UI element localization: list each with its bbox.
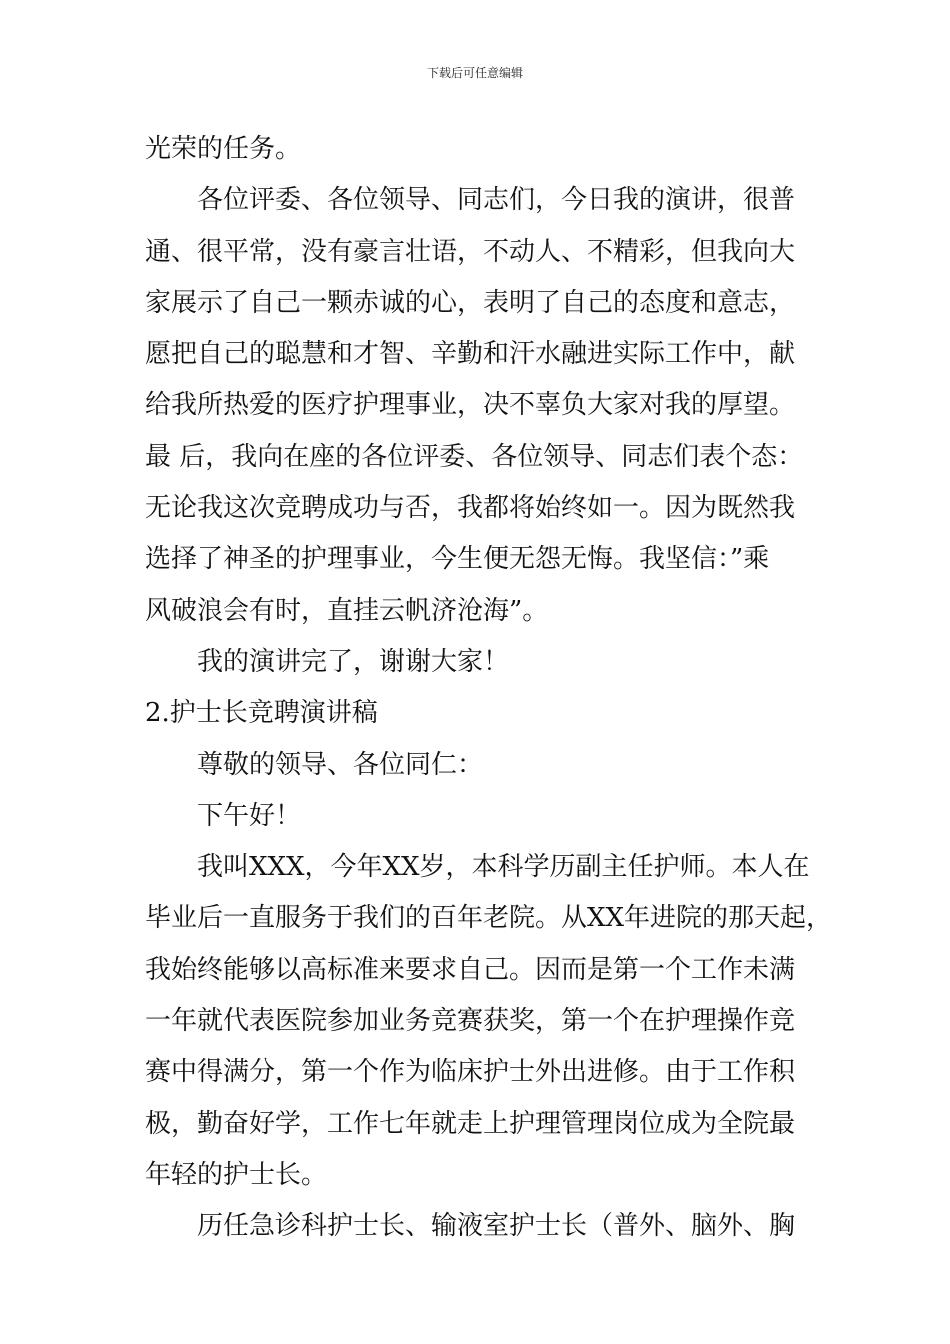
text-line: 给我所热爱的医疗护理事业，决不辜负大家对我的厚望。 [145, 390, 796, 421]
section-heading: 2.护士长竞聘演讲稿 [145, 698, 378, 729]
text-line: 毕业后一直服务于我们的百年老院。从XX年进院的那天起， [145, 903, 833, 934]
text-line: 各位评委、各位领导、同志们，今日我的演讲，很普 [197, 185, 796, 216]
text-line: 下午好！ [197, 800, 302, 831]
text-line: 极，勤奋好学，工作七年就走上护理管理岗位成为全院最 [145, 1108, 796, 1139]
text-line: 我始终能够以高标准来要求自己。因而是第一个工作未满 [145, 954, 796, 985]
text-line: 风破浪会有时，直挂云帆济沧海”。 [145, 595, 549, 626]
text-line: 无论我这次竞聘成功与否，我都将始终如一。因为既然我 [145, 493, 796, 524]
text-line: 通、很平常，没有豪言壮语，不动人、不精彩，但我向大 [145, 236, 796, 267]
text-line: 一年就代表医院参加业务竞赛获奖，第一个在护理操作竞 [145, 1006, 796, 1037]
text-line: 赛中得满分，第一个作为临床护士外出进修。由于工作积 [145, 1057, 796, 1088]
text-line: 我叫XXX，今年XX岁，本科学历副主任护师。本人在 [197, 852, 810, 883]
page-header: 下载后可任意编辑 [426, 66, 523, 80]
text-line: 年轻的护士长。 [145, 1159, 328, 1190]
document-body [145, 124, 833, 1253]
text-line: 光荣的任务。 [145, 134, 302, 164]
text-line: 选择了神圣的护理事业，今生便无怨无悔。我坚信：”乘 [145, 544, 770, 575]
text-line: 家展示了自己一颗赤诚的心，表明了自己的态度和意志， [145, 287, 796, 318]
text-line: 尊敬的领导、各位同仁： [197, 749, 484, 780]
text-line: 愿把自己的聪慧和才智、辛勤和汗水融进实际工作中，献 [145, 339, 796, 370]
text-line: 最 后，我向在座的各位评委、各位领导、同志们表个态： [145, 441, 804, 472]
text-line: 我的演讲完了，谢谢大家！ [197, 646, 510, 677]
text-line: 历任急诊科护士长、输液室护士长（普外、脑外、胸 [197, 1211, 796, 1242]
